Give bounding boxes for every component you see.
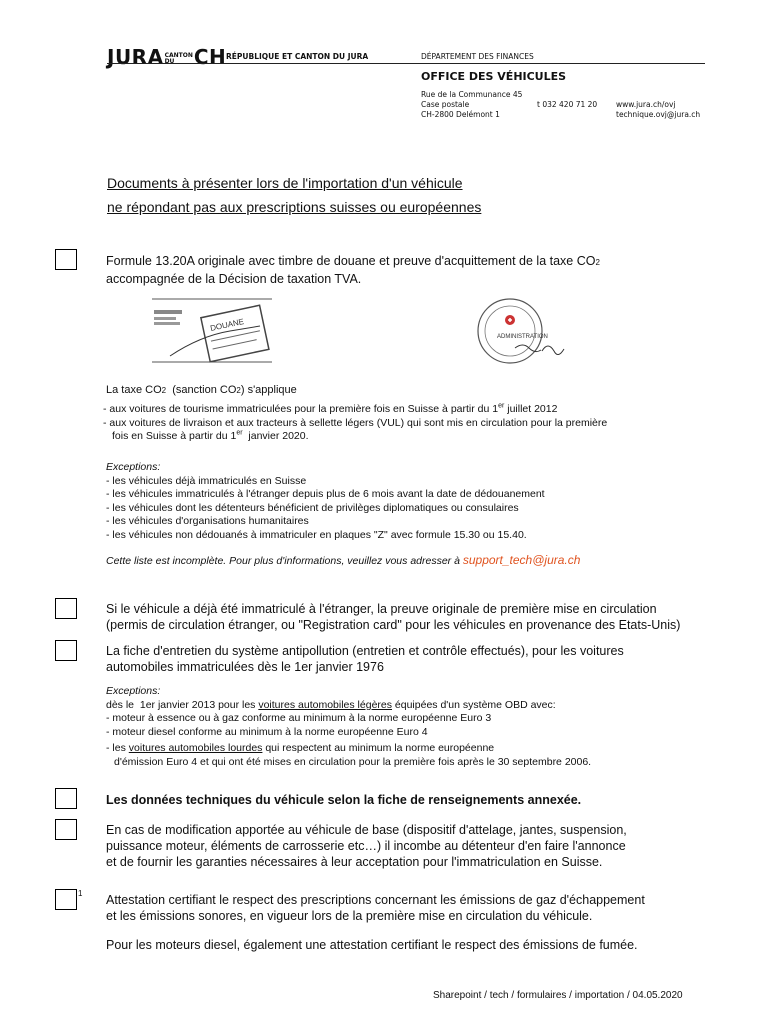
co2-list bbox=[103, 403, 607, 444]
ex2-l5: d'émission Euro 4 et qui ont été mises en circulation pour la première fois après le 30 septembre 2006. bbox=[114, 755, 592, 768]
logo-mid-top: CANTON bbox=[164, 51, 193, 59]
co2-subscript: 2 bbox=[595, 258, 600, 267]
office-address bbox=[421, 90, 522, 120]
office-title: OFFICE DES VÉHICULES bbox=[421, 70, 567, 83]
email-link[interactable]: technique.ovj@jura.ch bbox=[616, 110, 701, 119]
exception-item: - les véhicules dont les détenteurs bénéficient de privilèges diplomatiques ou consulaires bbox=[106, 501, 519, 514]
exception-item: - les véhicules déjà immatriculés en Suisse bbox=[106, 474, 307, 487]
ex2-l4b: qui respectent au minimum la norme européenne bbox=[262, 742, 495, 754]
co2-item1-end: juillet 2012 bbox=[504, 403, 558, 415]
customs-line2: accompagnée de la Décision de taxation TVA. bbox=[106, 272, 362, 286]
logo-right: CH bbox=[193, 45, 227, 69]
antipollution-line1: La fiche d'entretien du système antipollution (entretien et contrôle effectués), pour les voitures bbox=[106, 644, 624, 658]
logo-left: JURA bbox=[107, 45, 164, 69]
exception-item: - les véhicules immatriculés à l'étranger depuis plus de 6 mois avant la date de dédouanement bbox=[106, 488, 545, 500]
website-link[interactable]: www.jura.ch/ovj bbox=[616, 100, 676, 109]
footer-path: Sharepoint / tech / formulaires / importation / 04.05.2020 bbox=[433, 990, 683, 1001]
co2-heading-b: (sanction CO bbox=[166, 384, 237, 396]
checkbox-foreign-registration[interactable] bbox=[55, 598, 77, 619]
section-emissions bbox=[106, 892, 645, 924]
exception-item: - les véhicules non dédouanés à immatriculer en plaques "Z" avec formule 15.30 ou 15.40. bbox=[106, 528, 527, 541]
department-label: DÉPARTEMENT DES FINANCES bbox=[421, 52, 534, 61]
ex2-l3: - moteur diesel conforme au minimum à la norme européenne Euro 4 bbox=[106, 725, 428, 738]
foreign-line1: Si le véhicule a déjà été immatriculé à l'étranger, la preuve originale de première mise en circulation bbox=[106, 602, 657, 616]
diesel-note: Pour les moteurs diesel, également une attestation certifiant le respect des émissions de fumée. bbox=[106, 938, 638, 952]
co2-item1: - aux voitures de tourisme immatriculées pour la première fois en Suisse à partir du 1 bbox=[103, 403, 499, 415]
foreign-line2: (permis de circulation étranger, ou "Registration card" pour les véhicules en provenance des Etats-Unis) bbox=[106, 618, 681, 632]
antipollution-line2: automobiles immatriculées dès le 1er janvier 1976 bbox=[106, 660, 384, 674]
co2-heading bbox=[106, 383, 297, 398]
exception-item: - les véhicules d'organisations humanitaires bbox=[106, 515, 309, 527]
ex2-l4u: voitures automobiles lourdes bbox=[128, 742, 263, 754]
jura-logo bbox=[107, 45, 226, 69]
footnote-marker: 1 bbox=[78, 889, 83, 898]
co2-item2-end: janvier 2020. bbox=[242, 430, 309, 442]
support-email-link[interactable]: support_tech@jura.ch bbox=[462, 553, 581, 567]
republic-label: RÉPUBLIQUE ET CANTON DU JURA bbox=[226, 52, 369, 61]
emissions-line1: Attestation certifiant le respect des prescriptions concernant les émissions de gaz d'échappement bbox=[106, 893, 645, 907]
office-web bbox=[616, 100, 700, 120]
sup: er bbox=[498, 402, 505, 410]
co2-heading-c: ) s'applique bbox=[240, 384, 297, 396]
customs-line1: Formule 13.20A originale avec timbre de douane et preuve d'acquittement de la taxe CO bbox=[106, 254, 596, 268]
checkbox-emissions[interactable] bbox=[55, 889, 77, 910]
co2-sub2: 2 bbox=[236, 386, 241, 395]
checkbox-modification[interactable] bbox=[55, 819, 77, 840]
modification-line3: et de fournir les garanties nécessaires à leur acceptation pour l'immatriculation en Suisse. bbox=[106, 855, 603, 869]
co2-item2: - aux voitures de livraison et aux tracteurs à sellette légers (VUL) qui sont mis en circulation pour la première bbox=[103, 416, 608, 429]
office-phone: t 032 420 71 20 bbox=[537, 100, 598, 109]
exceptions-list-2 bbox=[106, 685, 591, 769]
administration-stamp-image bbox=[470, 296, 580, 374]
note-text: Cette liste est incomplète. Pour plus d'informations, veuillez vous adresser à bbox=[106, 555, 463, 567]
checkbox-customs-form[interactable] bbox=[55, 249, 77, 270]
co2-heading-a: La taxe CO bbox=[106, 384, 162, 396]
header-divider bbox=[107, 63, 705, 64]
checkbox-antipollution[interactable] bbox=[55, 640, 77, 661]
doc-title-line2: ne répondant pas aux prescriptions suisses ou européennes bbox=[107, 199, 482, 215]
stamp-label: ADMINISTRATION bbox=[497, 334, 548, 340]
ex2-l1u: voitures automobiles légères bbox=[258, 698, 392, 711]
modification-line2: puissance moteur, éléments de carrosserie etc…) il incombe au détenteur d'en faire l'annonce bbox=[106, 839, 626, 853]
emissions-line2: et les émissions sonores, en vigueur lors de la première mise en circulation du véhicule. bbox=[106, 909, 593, 923]
exceptions-heading: Exceptions: bbox=[106, 685, 161, 697]
exceptions-note bbox=[106, 553, 580, 567]
co2-sub: 2 bbox=[161, 386, 167, 395]
ex2-l4a: - les bbox=[106, 742, 129, 754]
doc-title-line1: Documents à présenter lors de l'importation d'un véhicule bbox=[107, 175, 463, 191]
sup: er bbox=[236, 429, 243, 437]
section-antipollution bbox=[106, 643, 624, 675]
ex2-l1b: équipées d'un système OBD avec: bbox=[392, 698, 556, 711]
exceptions-heading: Exceptions: bbox=[106, 461, 161, 473]
section-technical-data: Les données techniques du véhicule selon la fiche de renseignements annexée. bbox=[106, 793, 582, 807]
checkbox-technical-data[interactable] bbox=[55, 788, 77, 809]
section-customs-form bbox=[106, 253, 600, 287]
co2-item2-cont: fois en Suisse à partir du 1 bbox=[112, 430, 237, 442]
address-line: Case postale bbox=[421, 100, 470, 109]
logo-mid-bottom: DU bbox=[164, 57, 175, 65]
modification-line1: En cas de modification apportée au véhicule de base (dispositif d'attelage, jantes, suspension, bbox=[106, 823, 627, 837]
stamp-label: DOUANE bbox=[209, 316, 245, 333]
exceptions-list-1 bbox=[106, 461, 545, 542]
section-modification bbox=[106, 822, 627, 870]
address-line: Rue de la Communance 45 bbox=[421, 90, 523, 99]
ex2-l1a: dès le 1er janvier 2013 pour les bbox=[106, 698, 259, 711]
ex2-l2: - moteur à essence ou à gaz conforme au minimum à la norme européenne Euro 3 bbox=[106, 712, 492, 724]
section-foreign-registration bbox=[106, 601, 680, 633]
address-line: CH-2800 Delémont 1 bbox=[421, 110, 500, 119]
customs-stamp-image bbox=[150, 296, 275, 368]
